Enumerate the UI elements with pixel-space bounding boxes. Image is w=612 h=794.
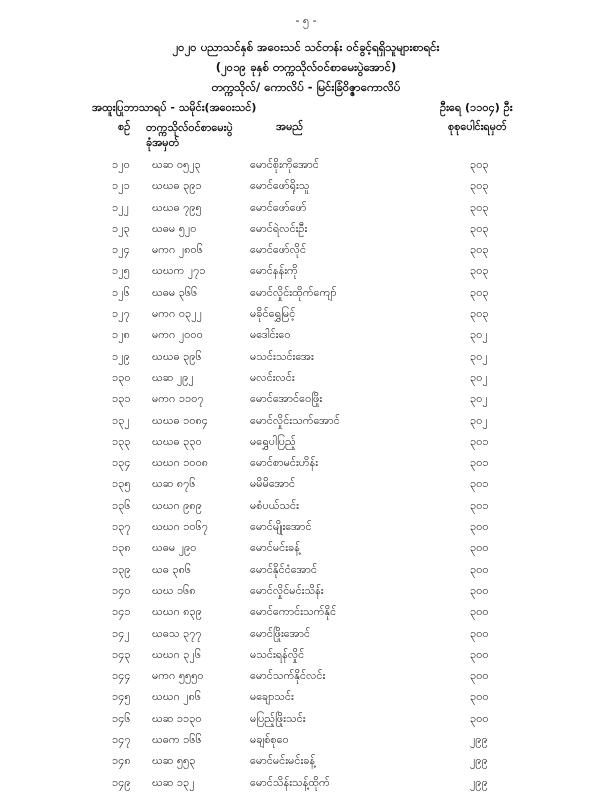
total-marks: ၃၀၀ <box>470 711 489 725</box>
roll-number: ဃဃဂ ၁၀၆၇ <box>152 520 208 534</box>
student-name: မောင်နိုင်ငံအောင် <box>250 562 318 576</box>
column-header-name: အမည် <box>276 120 304 133</box>
table-row <box>0 411 612 432</box>
row-number: ၁၃၂ <box>112 413 130 427</box>
table-row <box>0 730 612 751</box>
student-name: မောင်လှိုင်းထိုက်ကျော် <box>250 285 337 299</box>
table-row <box>0 496 612 517</box>
total-marks: ၃၀၂ <box>470 392 488 406</box>
roll-number: ဃဓက ၁၆၆ <box>152 733 202 747</box>
college-line: တက္ကသိုလ်/ ကောလိပ် - မြင်းခြံဝိဇ္ဇာကောလိပ် <box>211 80 401 94</box>
roll-number: ဃဆ ၀၅၂၃ <box>152 158 201 171</box>
roll-number: ဃဃဓ ၃၉၆ <box>152 349 202 363</box>
row-number: ၁၂၈ <box>112 328 130 342</box>
row-number: ၁၂၉ <box>112 349 130 363</box>
roll-number: ဃဓသ ၃၇၇ <box>152 626 202 640</box>
row-number: ၁၂၂ <box>112 200 129 214</box>
student-name: မသင်းရန်လှိုင် <box>250 647 305 661</box>
table-row <box>0 347 612 368</box>
student-name: မောင်သိန်းသန့်ထိုက် <box>250 775 330 789</box>
total-marks: ၃၀၀ <box>470 690 489 704</box>
total-marks: ၃၀၀ <box>470 541 489 555</box>
row-number: ၁၃၀ <box>112 370 131 384</box>
table-row <box>0 773 612 794</box>
roll-number: မကဂ ၂၈၀၆ <box>152 243 203 257</box>
roll-number: ဃဃဂ ၃၂၆ <box>152 647 202 661</box>
row-number: ၁၃၄ <box>112 456 131 470</box>
table-row <box>0 240 612 261</box>
roll-number: ဃဃဓ ၃၃၀ <box>152 434 202 448</box>
row-number: ၁၄၈ <box>112 754 131 768</box>
roll-number: ဃဃက ၂၇၁ <box>152 264 206 278</box>
total-marks: ၃၀၂ <box>470 349 488 363</box>
table-row <box>0 645 612 666</box>
row-number: ၁၂၁ <box>112 179 130 193</box>
student-name: မောင်စာမင်းဟိန်း <box>250 456 319 470</box>
roll-number: မကဂ ၅၅၅၀ <box>152 669 204 683</box>
student-name: မောင်မင်းမင်းခန့် <box>250 754 316 768</box>
student-name: မစံပယ်သင်း <box>250 498 299 512</box>
student-name: မောင်မင်းခန့် <box>250 541 300 555</box>
row-number: ၁၃၈ <box>112 541 131 555</box>
total-marks: ၃၀၃ <box>470 158 489 171</box>
row-number: ၁၂၅ <box>112 264 130 278</box>
student-name: မပြည့်ဖြိုးသင်း <box>250 711 306 725</box>
row-number: ၁၄၅ <box>112 690 131 704</box>
row-number: ၁၃၅ <box>112 477 131 491</box>
student-name: မခိုင်ရွှေမြင့် <box>250 307 296 321</box>
student-name: မောင်အောင်ဝေဖြိုး <box>250 392 323 406</box>
table-row <box>0 176 612 197</box>
total-marks: ၃၀၁ <box>470 477 489 491</box>
total-marks: ၃၀၀ <box>470 669 489 683</box>
table-row <box>0 368 612 389</box>
row-number: ၁၄၀ <box>112 583 131 597</box>
roll-number: ဃဃဓ ၇၉၅ <box>152 200 202 214</box>
roll-number: ဃဆ ၁၃၂ <box>152 775 195 789</box>
document-subtitle: (၂၀၁၉ ခုနှစ် တက္ကသိုလ်ဝင်စာမေးပွဲအောင်) <box>215 60 397 74</box>
total-marks: ၃၀၃ <box>470 221 489 235</box>
student-name: မဒေါင်းဝေ <box>250 328 291 342</box>
student-name: မောင်ဖော်ဖော် <box>250 200 307 214</box>
row-number: ၁၂၆ <box>112 285 130 299</box>
roll-number: ဃဃဓ ၃၉၁ <box>152 179 202 193</box>
table-row <box>0 666 612 687</box>
row-number: ၁၄၉ <box>112 775 131 789</box>
column-header-no: စဉ် <box>118 120 131 133</box>
row-number: ၁၃၇ <box>112 520 131 534</box>
roll-number: ဃဃဓ ၁၀၈၄ <box>152 413 208 427</box>
total-marks: ၃၀၁ <box>470 434 489 448</box>
roll-number: ဃဓမ ၂၉၀ <box>152 541 197 555</box>
student-name: မရွှေပါပြည့် <box>250 434 296 448</box>
row-number: ၁၂၇ <box>112 307 130 321</box>
table-row <box>0 624 612 645</box>
column-header-roll-line2: ခုံအမှတ် <box>146 136 180 149</box>
column-header-marks: စုစုပေါင်းရမှတ် <box>448 120 507 133</box>
roll-number: ဃဃဂ ၉၈၉ <box>152 498 202 512</box>
total-marks: ၃၀၂ <box>470 328 488 342</box>
table-row <box>0 283 612 304</box>
row-number: ၁၄၁ <box>112 605 131 619</box>
table-row <box>0 261 612 282</box>
student-name: မချောသင်း <box>250 690 294 704</box>
roll-number: မကဂ ၁၁၀၇ <box>152 392 204 406</box>
table-row <box>0 602 612 623</box>
table-row <box>0 432 612 453</box>
roll-number: ဃဃဂ ၁၀၀၈ <box>152 456 209 470</box>
student-name: မလင်းလင်း <box>250 370 295 384</box>
roll-number: ဃဆ ၁၁၃၀ <box>152 711 202 725</box>
table-row <box>0 198 612 219</box>
row-number: ၁၂၄ <box>112 243 130 257</box>
total-marks: ၃၀၁ <box>470 498 489 512</box>
table-row <box>0 453 612 474</box>
student-name: မောင်လှိုင်းသက်အောင် <box>250 413 340 427</box>
table-row <box>0 560 612 581</box>
total-marks: ၃၀၀ <box>470 647 489 661</box>
roll-number: ဃဃ ၁၆၈ <box>152 583 196 597</box>
page-number: - ၅ - <box>295 14 317 27</box>
total-marks: ၃၀၂ <box>470 413 488 427</box>
student-name: မောင်နန်းကို <box>250 264 298 278</box>
roll-number: ဃဃဂ ၈၃၉ <box>152 605 202 619</box>
roll-number: မကဂ ၀၃၂၂ <box>152 307 203 321</box>
row-number: ၁၂၃ <box>112 221 130 235</box>
student-name: မောင်ရဲလင်းဦး <box>250 221 308 235</box>
row-number: ၁၄၇ <box>112 733 131 747</box>
roll-number: ဃဓမ ၅၂၀ <box>152 221 197 235</box>
column-header-roll <box>146 120 256 150</box>
total-marks: ၃၀၀ <box>470 562 489 576</box>
table-row <box>0 517 612 538</box>
student-name: မောင်လှိုင်မင်းသိန်း <box>250 583 324 597</box>
column-header-roll-line1: တက္ကသိုလ်ဝင်စာမေးပွဲ <box>146 121 233 134</box>
student-name: မောင်ဖော်ရိုးသူ <box>250 179 310 193</box>
total-marks: ၃၀၀ <box>470 626 489 640</box>
roll-number: ဃဓမ ၃၆၆ <box>152 285 198 299</box>
student-name: မောင်ဖြိုးအောင် <box>250 626 311 640</box>
row-number: ၁၄၄ <box>112 669 131 683</box>
total-marks: ၂၉၉ <box>470 733 488 747</box>
roll-number: ဃဆ ၈၇၆ <box>152 477 196 491</box>
student-name: မောင်စိုးကိုအောင် <box>250 158 319 171</box>
student-name: မမိမိအောင် <box>250 477 296 491</box>
total-marks: ၃၀၀ <box>470 520 489 534</box>
row-number: ၁၃၁ <box>112 392 131 406</box>
table-row <box>0 304 612 325</box>
student-name: မသင်းသင်းအေး <box>250 349 314 363</box>
row-number: ၁၂၀ <box>112 158 130 171</box>
total-marks: ၃၀၃ <box>470 179 489 193</box>
total-marks: ၃၀၀ <box>470 583 489 597</box>
total-marks: ၂၉၉ <box>470 775 488 789</box>
table-row <box>0 325 612 346</box>
row-number: ၁၄၃ <box>112 647 131 661</box>
total-marks: ၃၀၃ <box>470 243 489 257</box>
total-marks: ၃၀၀ <box>470 605 489 619</box>
total-marks: ၃၀၃ <box>470 307 489 321</box>
roll-number: ဃဃဂ ၂၈၆ <box>152 690 202 704</box>
total-marks: ၃၀၂ <box>470 370 488 384</box>
table-row <box>0 219 612 240</box>
table-row <box>0 538 612 559</box>
row-number: ၁၄၆ <box>112 711 131 725</box>
student-name: မချစ်စုဝေ <box>250 733 289 747</box>
table-row <box>0 389 612 410</box>
table-row <box>0 751 612 772</box>
row-number: ၁၃၆ <box>112 498 131 512</box>
row-number: ၁၃၃ <box>112 434 131 448</box>
document-title: ၂၀၂၀ ပညာသင်နှစ် အဝေးသင် သင်တန်း ဝင်ခွင့်ရရှိသူများစာရင်း <box>172 40 440 54</box>
total-marks: ၃၀၁ <box>470 456 489 470</box>
student-name: မောင်မျိုးအောင် <box>250 520 312 534</box>
total-marks: ၃၀၃ <box>470 285 489 299</box>
subject-label: အထူးပြုဘာသာရပ် - သမိုင်း(အဝေးသင်) <box>92 101 257 114</box>
student-name: မောင်သက်နိုင်လင်း <box>250 669 326 683</box>
total-marks: ၃၀၃ <box>470 264 489 278</box>
roll-number: ဃဓ ၃၈၆ <box>152 562 192 576</box>
table-row <box>0 709 612 730</box>
student-name: မောင်ဖော်လိုင် <box>250 243 307 257</box>
table-row <box>0 687 612 708</box>
total-marks: ၃၀၃ <box>470 200 489 214</box>
table-row <box>0 155 612 176</box>
results-table <box>0 155 612 794</box>
roll-number: ဃဆ ၅၅၃ <box>152 754 196 768</box>
total-marks: ၂၉၉ <box>470 754 488 768</box>
roll-number: ဃဆ ၂၉၂ <box>152 370 194 384</box>
row-number: ၁၄၂ <box>112 626 130 640</box>
roll-number: မကဂ ၂၀၀၀ <box>152 328 203 342</box>
student-name: မောင်ကောင်းသက်နိုင် <box>250 605 337 619</box>
row-number: ၁၃၉ <box>112 562 131 576</box>
table-row <box>0 474 612 495</box>
seat-count: ဦးရေ (၁၁၀၄) ဦး <box>440 101 513 114</box>
table-row <box>0 581 612 602</box>
